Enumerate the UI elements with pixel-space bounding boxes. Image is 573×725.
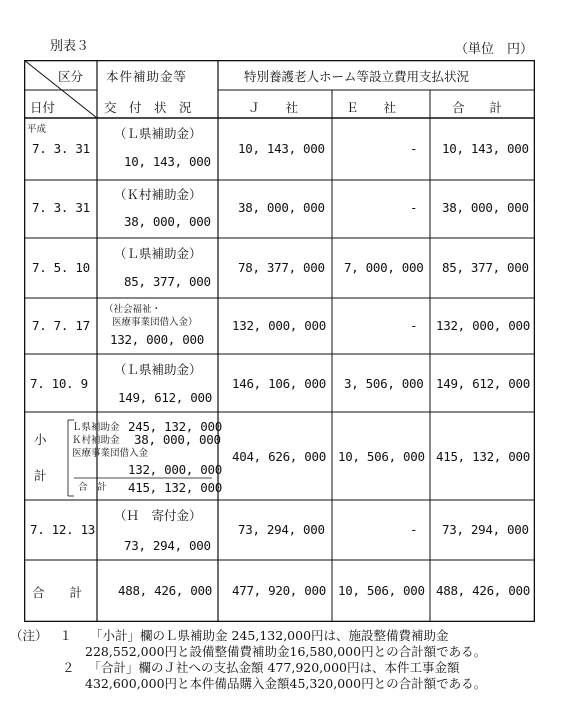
row1-total: 10, 143, 000 xyxy=(442,141,529,156)
rowh-date: 7. 12. 13 xyxy=(30,522,96,537)
row4-e: - xyxy=(410,318,418,333)
note-2-line1 xyxy=(10,660,486,676)
row5-date: 7. 10. 9 xyxy=(30,376,88,391)
row5-j: 146, 106, 000 xyxy=(232,376,326,391)
table-label: 別表３ xyxy=(50,39,90,54)
subtotal-j: 404, 626, 000 xyxy=(232,449,326,464)
footnotes xyxy=(10,628,486,692)
note-2-text1: 「合計」欄のＪ社への支払金額 477,920,000円は、本件工事金額 xyxy=(88,660,460,675)
grand-total-e: 10, 506, 000 xyxy=(338,583,425,598)
subtotal-sum-value: 415, 132, 000 xyxy=(128,480,222,495)
row4-total: 132, 000, 000 xyxy=(436,318,530,333)
row3-source: （Ｌ県補助金） xyxy=(114,246,202,261)
row5-source: （Ｌ県補助金） xyxy=(114,362,202,377)
note-1-number: １ xyxy=(59,628,73,643)
grand-total-amount: 488, 426, 000 xyxy=(118,583,212,598)
col-subsidy-subheader: 交 付 状 況 xyxy=(104,100,192,115)
subtotal-e: 10, 506, 000 xyxy=(338,449,425,464)
note-2-number: ２ xyxy=(62,660,75,675)
subtotal-l-label: Ｌ県補助金 xyxy=(72,422,120,433)
subtotal-label-bottom: 計 xyxy=(34,468,47,483)
rowh-amount: 73, 294, 000 xyxy=(124,538,211,553)
corner-header-date: 日付 xyxy=(30,100,56,115)
note-1-line1 xyxy=(10,628,486,644)
row3-date: 7. 5. 10 xyxy=(32,260,90,275)
note-prefix: （注） xyxy=(10,628,48,643)
row2-date: 7. 3. 31 xyxy=(32,200,90,215)
unit-label: （単位 円） xyxy=(455,42,534,57)
row1-source: （Ｌ県補助金） xyxy=(114,126,202,141)
payment-table xyxy=(24,60,535,622)
row4-source-line1: （社会福祉・ xyxy=(104,304,162,315)
row1-e: - xyxy=(410,141,418,156)
group-header: 特別養護老人ホーム等設立費用支払状況 xyxy=(244,69,470,84)
rowh-j: 73, 294, 000 xyxy=(238,522,325,537)
subtotal-k-value: 38, 000, 000 xyxy=(134,432,221,447)
rowh-source: （Ｈ 寄付金） xyxy=(114,508,202,523)
row4-date: 7. 7. 17 xyxy=(32,318,90,333)
row2-source: （Ｋ村補助金） xyxy=(114,187,202,202)
row2-total: 38, 000, 000 xyxy=(442,200,529,215)
corner-header-category: 区分 xyxy=(58,69,84,84)
row1-j: 10, 143, 000 xyxy=(238,141,325,156)
col-j-header: Ｊ 社 xyxy=(248,100,299,115)
row2-e: - xyxy=(410,200,418,215)
col-total-header: 合 計 xyxy=(452,100,503,115)
row3-total: 85, 377, 000 xyxy=(442,260,529,275)
row2-j: 38, 000, 000 xyxy=(238,200,325,215)
col-e-header: Ｅ 社 xyxy=(346,100,397,115)
rowh-e: - xyxy=(410,522,418,537)
subtotal-sum-label: 合 計 xyxy=(78,482,107,493)
rowh-total: 73, 294, 000 xyxy=(442,522,529,537)
row1-amount: 10, 143, 000 xyxy=(124,154,211,169)
subtotal-k-label: Ｋ村補助金 xyxy=(72,435,120,446)
row4-amount: 132, 000, 000 xyxy=(110,332,204,347)
row4-j: 132, 000, 000 xyxy=(232,318,326,333)
row2-amount: 38, 000, 000 xyxy=(124,214,211,229)
subtotal-label-top: 小 xyxy=(34,432,47,447)
row3-e: 7, 000, 000 xyxy=(344,260,424,275)
subtotal-m-value: 132, 000, 000 xyxy=(128,462,222,477)
era-label: 平成 xyxy=(27,124,47,135)
note-1-line2: 228,552,000円と設備整備費補助金16,580,000円との合計額である。 xyxy=(85,644,487,659)
subtotal-l-value: 245, 132, 000 xyxy=(128,419,222,434)
row1-date: 7. 3. 31 xyxy=(32,141,90,156)
subtotal-m-label: 医療事業団借入金 xyxy=(72,448,149,459)
grand-total-label: 合 計 xyxy=(32,585,83,600)
note-1-text1: 「小計」欄のＬ県補助金 245,132,000円は、施設整備費補助金 xyxy=(90,628,449,643)
subtotal-total: 415, 132, 000 xyxy=(436,449,530,464)
row5-total: 149, 612, 000 xyxy=(436,376,530,391)
row3-j: 78, 377, 000 xyxy=(238,260,325,275)
row3-amount: 85, 377, 000 xyxy=(124,274,211,289)
grand-total-total: 488, 426, 000 xyxy=(436,583,530,598)
row5-e: 3, 506, 000 xyxy=(344,376,424,391)
note-2-line2: 432,600,000円と本件備品購入金額45,320,000円との合計額である。 xyxy=(85,676,487,691)
row5-amount: 149, 612, 000 xyxy=(118,390,212,405)
grand-total-j: 477, 920, 000 xyxy=(232,583,326,598)
col-subsidy-header: 本件補助金等 xyxy=(106,69,188,84)
row4-source-line2: 医療事業団借入金） xyxy=(112,317,198,328)
